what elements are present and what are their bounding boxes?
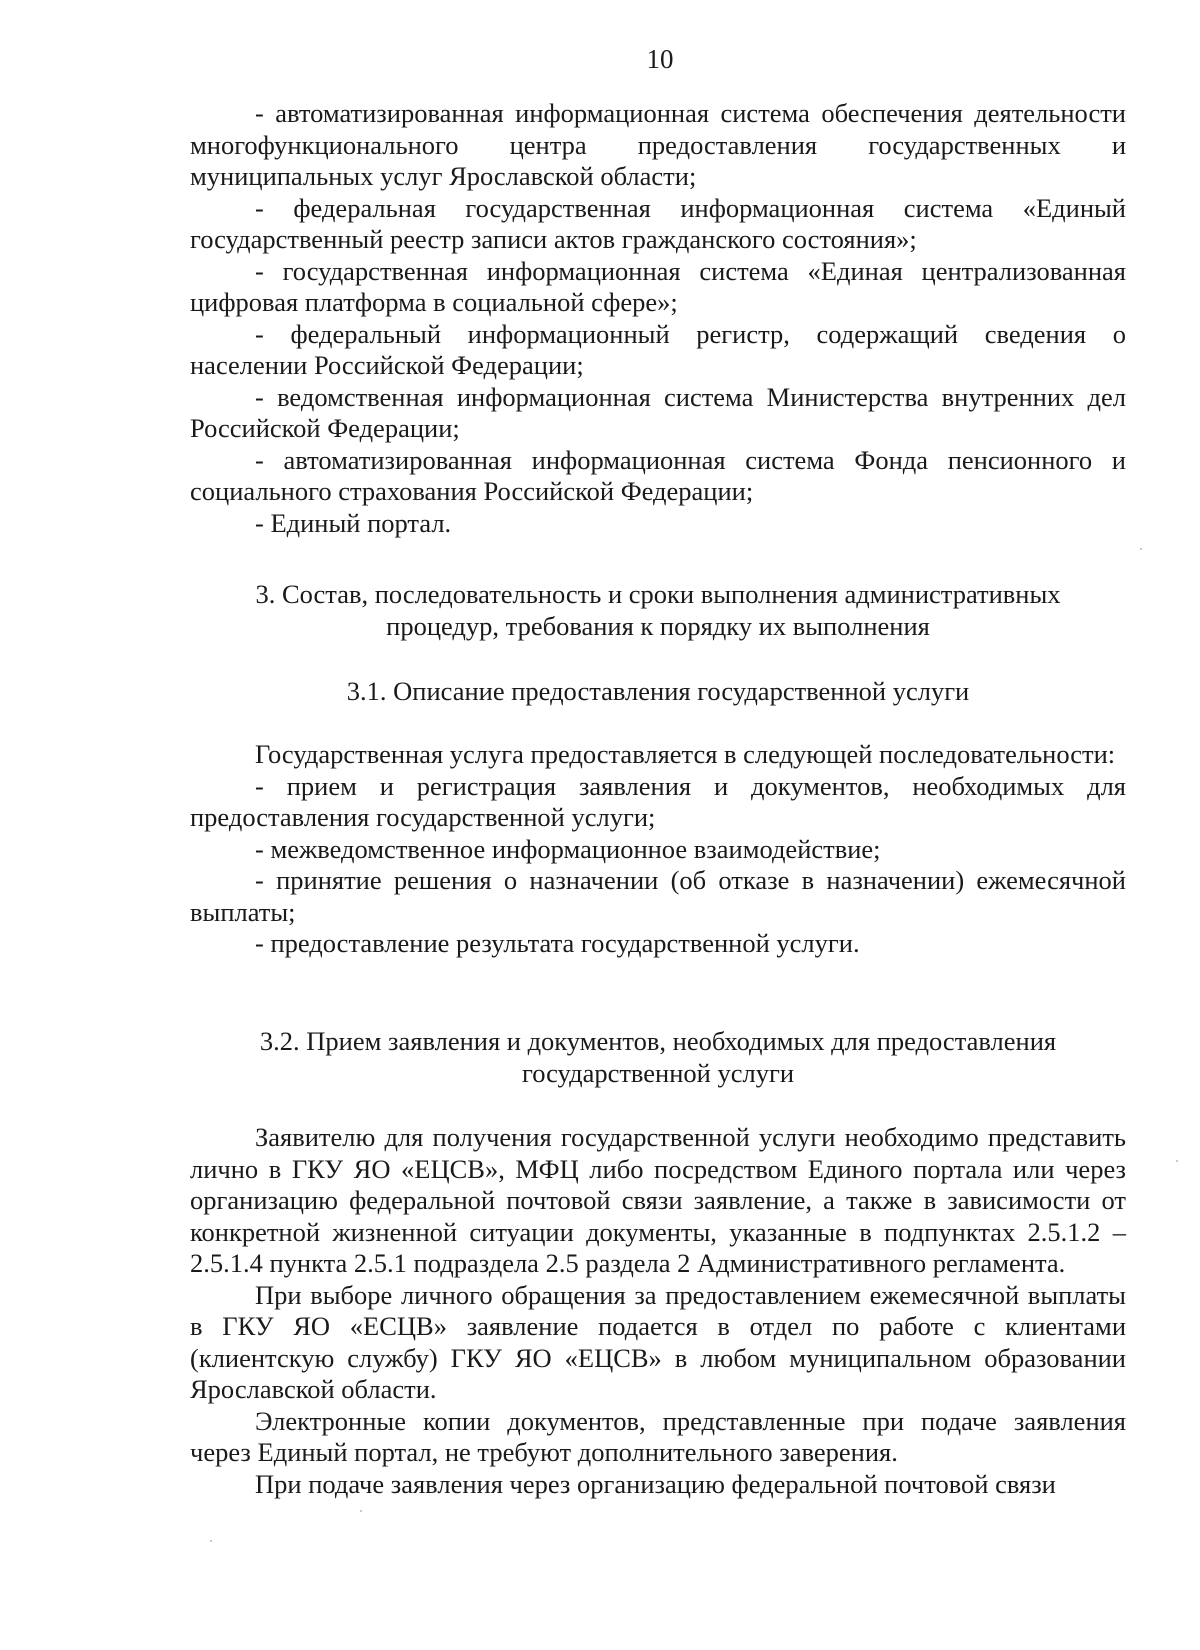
paragraph: - межведомственное информационное взаимодействие; (255, 833, 881, 864)
scan-speck (1140, 548, 1142, 550)
list-item: - Единый портал. (255, 507, 452, 538)
list-item: - государственная информационная система «Единая централизованная цифровая платформа в социальной сфере»; (190, 255, 1126, 317)
paragraph: При выборе личного обращения за предоставлением ежемесячной выплаты в ГКУ ЯО «ЕСЦВ» заявление подается в отдел по работе с клиентами (клиентскую службу) ГКУ ЯО «ЕЦСВ» в любом муниципальном образовании Ярославской области. (190, 1279, 1126, 1404)
list-item: - автоматизированная информационная система обеспечения деятельности многофункционального центра предоставления государственных и муниципальных услуг Ярославской области; (190, 98, 1126, 191)
scan-speck (1176, 1160, 1178, 1162)
scan-speck (210, 1540, 212, 1542)
section-3-1-title: 3.1. Описание предоставления государственной услуги (346, 676, 970, 706)
scan-speck (360, 1510, 362, 1512)
paragraph: Государственная услуга предоставляется в следующей последовательности: (255, 739, 1116, 769)
section-3-1-heading (190, 675, 1126, 707)
list-item: - автоматизированная информационная система Фонда пенсионного и социального страхования Российской Федерации; (190, 444, 1126, 506)
list-item: - федеральная государственная информационная система «Единый государственный реестр записи актов гражданского состояния»; (190, 192, 1126, 254)
paragraph: - прием и регистрация заявления и документов, необходимых для предоставления государственной услуги; (190, 770, 1126, 832)
info-systems-list (190, 98, 1126, 539)
section-3-2-body (190, 1122, 1126, 1500)
section-3-heading-line-1: 3. Состав, последовательность и сроки выполнения административных (255, 579, 1061, 609)
paragraph: - предоставление результата государственной услуги. (255, 928, 860, 958)
section-3-heading (190, 578, 1126, 642)
list-item: - ведомственная информационная система Министерства внутренних дел Российской Федерации; (190, 381, 1126, 443)
paragraph: Электронные копии документов, представленные при подаче заявления через Единый портал, не требуют дополнительного заверения. (190, 1405, 1126, 1467)
paragraph: - принятие решения о назначении (об отказе в назначении) ежемесячной выплаты; (190, 865, 1126, 927)
section-3-2-heading-line-2: государственной услуги (521, 1058, 795, 1088)
paragraph: При подаче заявления через организацию федеральной почтовой связи (255, 1468, 1056, 1499)
paragraph: Заявителю для получения государственной услуги необходимо представить лично в ГКУ ЯО «ЕЦСВ», МФЦ либо посредством Единого портала или через организацию федеральной почтовой связи заявление, а также в зависимости от конкретной жизненной ситуации документы, указанные в подпунктах 2.5.1.2 – 2.5.1.4 пункта 2.5.1 подраздела 2.5 раздела 2 Административного регламента. (190, 1122, 1126, 1278)
section-3-heading-line-2: процедур, требования к порядку их выполнения (386, 611, 930, 641)
list-item: - федеральный информационный регистр, содержащий сведения о населении Российской Федерации; (190, 318, 1126, 380)
section-3-1-body (190, 739, 1126, 960)
page-number: 10 (646, 44, 674, 74)
section-3-2-heading-line-1: 3.2. Прием заявления и документов, необходимых для предоставления (259, 1026, 1057, 1056)
section-3-2-heading (190, 1025, 1126, 1089)
